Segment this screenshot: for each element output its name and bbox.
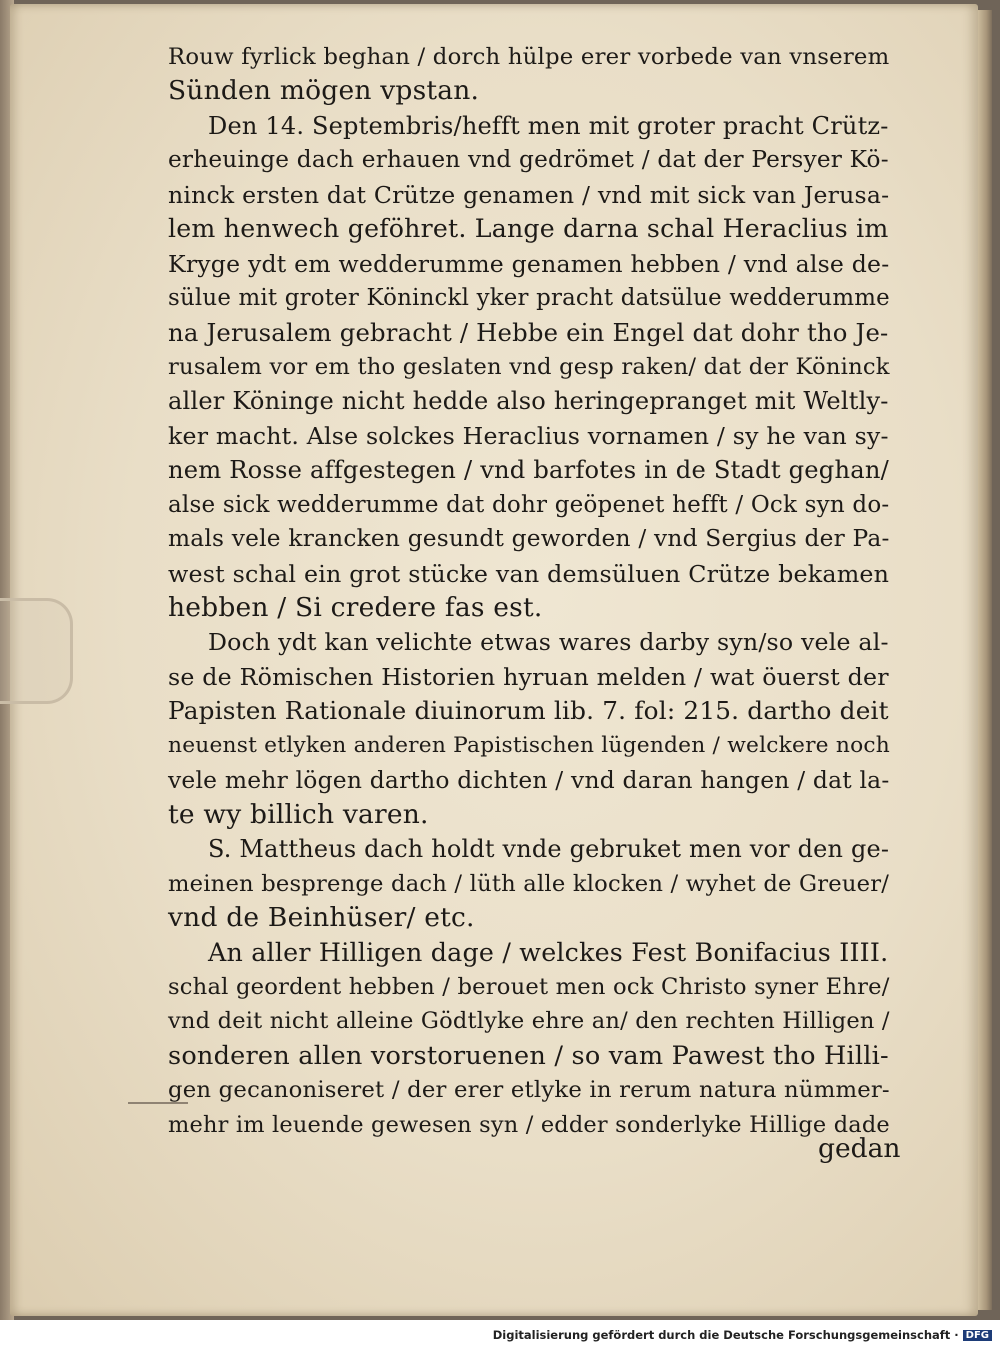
text-line: meinen besprenge dach / lüth alle klocken / wyhet de Greuer/ <box>168 870 890 897</box>
text-line: Den 14. Septembris/hefft men mit groter pracht Crütz- <box>208 111 889 140</box>
page-text <box>168 40 888 1142</box>
page-clip <box>0 598 73 704</box>
text-line: Sünden mögen vpstan. <box>168 75 480 107</box>
text-line: sülue mit groter Köninckl yker pracht datsülue wedderumme <box>168 285 890 312</box>
text-line: lem henwech geföhret. Lange darna schal Heraclius im <box>168 214 889 244</box>
text-line: west schal ein grot stücke van demsüluen Crütze bekamen <box>168 559 890 588</box>
text-line: rusalem vor em tho geslaten vnd gesp raken/ dat der Köninck <box>168 353 890 380</box>
text-line: Papisten Rationale diuinorum lib. 7. fol: 215. dartho deit <box>168 696 889 726</box>
text-line: vele mehr lögen dartho dichten / vnd daran hangen / dat la- <box>168 766 890 795</box>
text-line: te wy billich varen. <box>168 798 429 830</box>
text-line: ker macht. Alse solckes Heraclius vornamen / sy he van sy- <box>168 421 889 450</box>
text-line: gen gecanoniseret / der erer etlyke in rerum natura nümmer- <box>168 1077 890 1104</box>
text-line: An aller Hilligen dage / welckes Fest Bonifacius IIII. <box>208 937 889 968</box>
text-line: mals vele krancken gesundt geworden / vnd Sergius der Pa- <box>168 525 890 553</box>
dfg-logo: DFG <box>963 1330 992 1341</box>
catchword: gedan <box>818 1133 901 1164</box>
text-line: schal geordent hebben / berouet men ock Christo syner Ehre/ <box>168 973 890 1000</box>
text-line: neuenst etlyken anderen Papistischen lügenden / welckere noch <box>168 732 890 758</box>
text-line: aller Köninge nicht hedde also heringepranget mit Weltly- <box>168 387 889 416</box>
text-line: vnd deit nicht alleine Gödtlyke ehre an/ den rechten Hilligen / <box>168 1008 890 1035</box>
text-line: sonderen allen vorstoruenen / so vam Pawest tho Hilli- <box>168 1040 889 1071</box>
text-line: S. Mattheus dach holdt vnde gebruket men vor den ge- <box>208 835 890 864</box>
text-line: alse sick wedderumme dat dohr geöpenet hefft / Ock syn do- <box>168 491 890 518</box>
text-line: na Jerusalem gebracht / Hebbe ein Engel dat dohr tho Je- <box>168 317 889 347</box>
text-line: Doch ydt kan velichte etwas wares darby syn/so vele al- <box>208 628 889 657</box>
text-line: vnd de Beinhüser/ etc. <box>168 901 475 933</box>
text-line: ninck ersten dat Crütze genamen / vnd mit sick van Jerusa- <box>168 180 890 209</box>
text-line: hebben / Si credere fas est. <box>168 592 543 623</box>
text-line: se de Römischen Historien hyruan melden / wat öuerst der <box>168 662 889 691</box>
text-line: Kryge ydt em wedderumme genamen hebben / vnd alse de- <box>168 249 890 278</box>
text-line: nem Rosse affgestegen / vnd barfotes in de Stadt geghan/ <box>168 456 889 485</box>
text-line: erheuinge dach erhauen vnd gedrömet / dat der Persyer Kö- <box>168 146 889 174</box>
digitization-credit <box>493 1328 992 1342</box>
right-page-edge <box>978 10 992 1310</box>
text-line: Rouw fyrlick beghan / dorch hülpe erer vorbede van vnserem <box>168 44 890 70</box>
credit-text: Digitalisierung gefördert durch die Deutsche Forschungsgemeinschaft · <box>492 1328 959 1342</box>
text-line: mehr im leuende gewesen syn / edder sonderlyke Hillige dade <box>168 1111 890 1138</box>
